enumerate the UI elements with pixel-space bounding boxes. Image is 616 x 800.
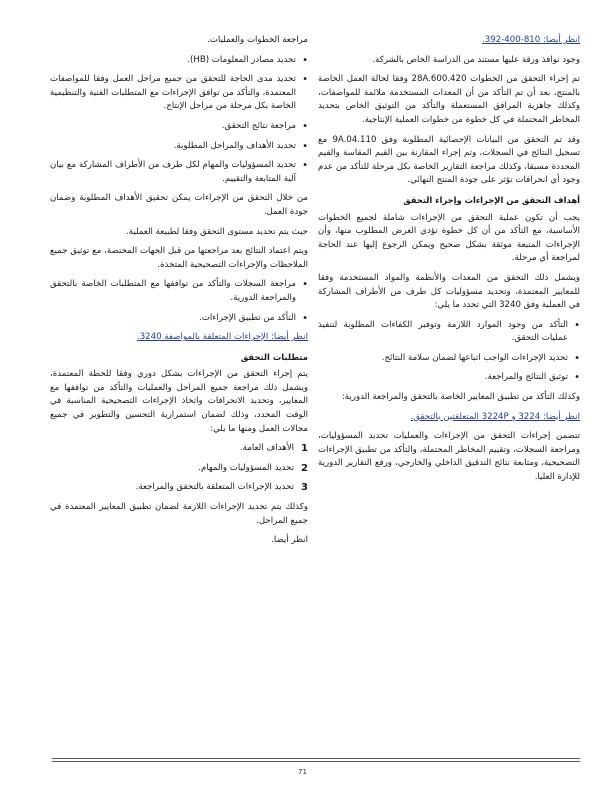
paragraph: حيث يتم تحديد مستوى التحقق وفقا لطبيعة العملية.	[126, 226, 308, 237]
paragraph: تم إجراء التحقق من الخطوات 28A.600.420 وفقا لحالة العمل الخاصة بالمنتج، بعد أن تم التأكد من أن المعدات المستخدمة ملائمة للمواصفات، وكذلك جاهزية المرافق المستعملة والتأكد من التوثيق الخاص بتحديد المخاطر المحتملة في كل خطوة من خطوات العملية الإنتاجية.	[318, 74, 581, 125]
see-also-ref[interactable]: انظر أيضا: 810-400-392.	[482, 35, 580, 45]
paragraph: ويشمل ذلك التحقق من المعدات والأنظمة والمواد المستخدمة وفقا للمعايير المعتمدة، وتحديد مسؤوليات كل طرف من الأطراف المشاركة في العملية وفق 3240 التي تحدد ما يلي:	[318, 272, 580, 311]
paragraph: وقد تم التحقق من البيانات الإحصائية المطلوبة وفق 9A.04.110 مع تسجيل النتائج في السجلات، وتم إجراء المقارنة بين القيم المقاسة والقيم المحددة مسبقا، وكذلك مراجعة التقارير الخاصة بكل مرحلة للتأكد من عدم وجود أي انحرافات تؤثر على جودة المنتج النهائي.	[318, 134, 580, 186]
bullet-item: • التأكد من وجود الموارد اللازمة وتوفير الكفاءات المطلوبة لتنفيذ عمليات التحقق.	[318, 319, 580, 346]
paragraph: وكذلك التأكد من تطبيق المعايير الخاصة بالتحقق والمراجعة الدورية:	[341, 392, 580, 403]
footer-rule	[52, 761, 580, 762]
paragraph: تتضمن إجراءات التحقق من الإجراءات والعمليات تحديد المسؤوليات، ومراجعة السجلات، وتقييم المخاطر المحتملة، والتأكد من تطبيق الإجراءات التصحيحية، ومتابعة نتائج التدقيق الداخلي والخارجي، ورفع التقارير الدورية للإدارة العليا.	[318, 431, 580, 483]
left-column	[50, 34, 308, 554]
footer-rule	[52, 758, 580, 759]
paragraph: يجب أن تكون عملية التحقق من الإجراءات شاملة لجميع الخطوات الأساسية، مع التأكد من أن كل خطوة تؤدي الغرض المطلوب منها، وأن الإجراءات المتبعة موثقة بشكل صحيح ويمكن الرجوع إليها عند الحاجة لمراجعة أي مرحلة.	[318, 212, 580, 264]
see-also-ref[interactable]: انظر أيضا: 3224 و 3224P المتعلقتين بالتحقق.	[410, 411, 580, 422]
paragraph: مراجعة الخطوات والعمليات.	[207, 35, 308, 45]
numbered-item: 2 تحديد المسؤوليات والمهام.	[198, 462, 308, 474]
paragraph: ويتم اعتماد النتائج بعد مراجعتها من قبل الجهات المختصة، مع توثيق جميع الملاحظات والإجراءات التصحيحية المتخذة.	[50, 246, 308, 270]
bullet-item: • تحديد مدى الحاجة للتحقق من جميع مراحل العمل وفقا للمواصفات المعتمدة، والتأكد من توافق الإجراءات مع المتطلبات الفنية والتنظيمية الخاصة بكل مرحلة من مراحل الإنتاج.	[50, 73, 308, 114]
bullet-item: • توثيق النتائج والمراجعة.	[318, 371, 580, 385]
bullet-item: • تحديد مصادر المعلومات (HB).	[50, 54, 308, 68]
paragraph: وجود نوافذ ورقة عليها مستند من الدراسة الخاص بالشركة.	[372, 54, 580, 65]
paragraph: من خلال التحقق من الإجراءات يمكن تحقيق الأهداف المطلوبة وضمان جودة العمل.	[50, 193, 308, 217]
numbered-item: 1 الأهداف العامة.	[239, 443, 308, 455]
bullet-item: • تحديد الإجراءات الواجب اتباعها لضمان سلامة النتائج.	[318, 352, 580, 366]
section-heading: أهداف التحقق من الإجراءات وإجراء التحقق	[403, 194, 580, 205]
paragraph: يتم إجراء التحقق من الإجراءات بشكل دوري وفقا للخطة المعتمدة، ويشمل ذلك مراجعة جميع المراحل والعمليات والتأكد من توافقها مع المعايير، وتحديد الانحرافات واتخاذ الإجراءات التصحيحية المناسبة في الوقت المحدد، وذلك لضمان استمرارية التحسين والتطوير في جميع مجالات العمل ومنها ما يلي:	[50, 369, 308, 434]
right-column	[318, 34, 580, 491]
see-also-ref[interactable]: انظر أيضا: الإجراءات المتعلقة بالمواصفة 3240.	[136, 332, 308, 343]
paragraph: انظر أيضا.	[271, 535, 308, 546]
paragraph: وكذلك يتم تحديد الإجراءات اللازمة لضمان تطبيق المعايير المعتمدة في جميع المراحل.	[50, 502, 308, 526]
numbered-item: 3 تحديد الإجراءات المتعلقة بالتحقق والمراجعة.	[135, 482, 308, 494]
bullet-item: • تحديد الأهداف والمراحل المطلوبة.	[50, 140, 308, 154]
bullet-item: • مراجعة نتائج التحقق.	[50, 120, 308, 134]
bullet-item: • التأكد من تطبيق الإجراءات.	[50, 312, 308, 326]
bullet-item: • مراجعة السجلات والتأكد من توافقها مع المتطلبات الخاصة بالتحقق والمراجعة الدورية.	[50, 278, 308, 305]
page-number: 71	[298, 768, 307, 776]
bullet-item: • تحديد المسؤوليات والمهام لكل طرف من الأطراف المشاركة مع بيان آلية المتابعة والتقييم.	[50, 159, 308, 186]
section-heading: متطلبات التحقق	[240, 351, 308, 362]
